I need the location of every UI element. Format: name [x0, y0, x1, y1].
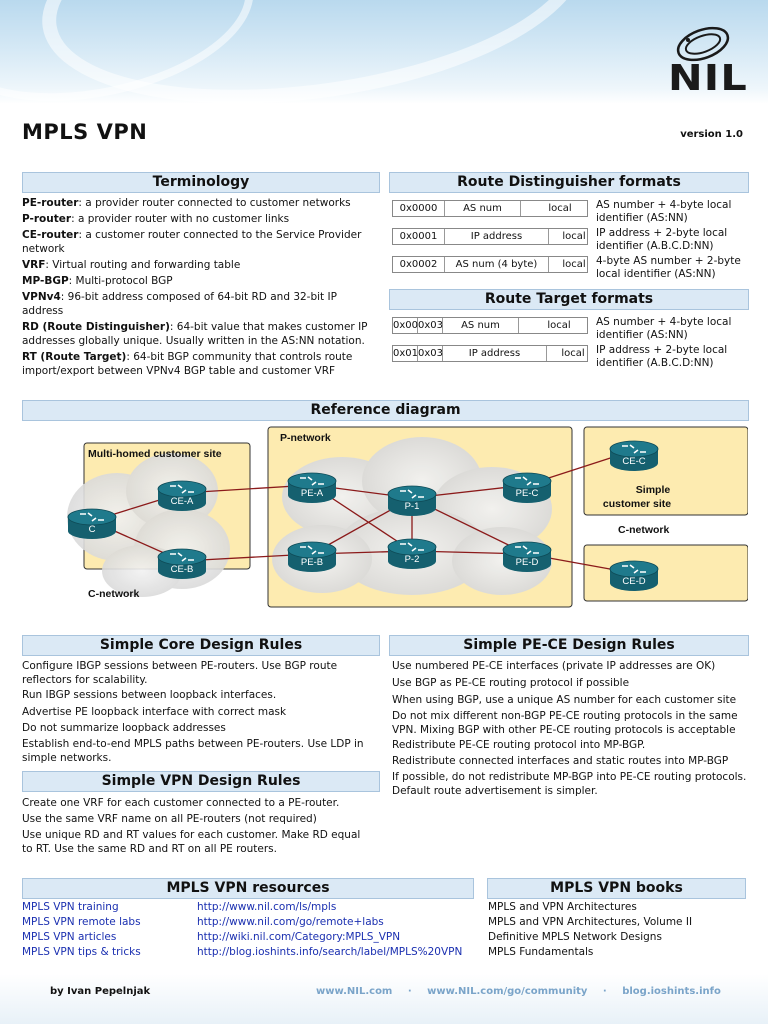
footer: [0, 974, 768, 1024]
rd-cell: local: [562, 231, 586, 242]
rule-item: Do not summarize loopback addresses: [22, 722, 226, 734]
router-ce-d: [610, 561, 658, 591]
term-item: [22, 229, 374, 256]
simple-site-label-1: Simple: [635, 484, 671, 496]
resource-label[interactable]: MPLS VPN tips & tricks: [22, 946, 141, 958]
term-item: [22, 291, 374, 318]
term-name: RD (Route Distinguisher): [22, 321, 170, 333]
footer-sep: ·: [407, 986, 412, 997]
rule-item: Configure IBGP sessions between PE-routers. Use BGP route reflectors for scalability.: [22, 660, 338, 686]
header-banner: [0, 0, 768, 104]
rule-item: Do not mix different non-BGP PE-CE routing protocols in the same VPN. Mixing BGP with other PE-CE routing protocols is acceptable: [392, 710, 738, 736]
rt-format-box: [392, 345, 588, 362]
rule-item: If possible, do not redistribute MP-BGP into PE-CE routing protocols. Default route advertisement is simpler.: [392, 771, 747, 797]
nil-logo: [648, 14, 748, 99]
router-pe-c: [503, 473, 551, 503]
rule-item: Run IBGP sessions between loopback interfaces.: [22, 689, 277, 701]
rt-cell: 0x03: [418, 348, 444, 359]
term-def: : Multi-protocol BGP: [68, 275, 173, 287]
resource-label[interactable]: MPLS VPN articles: [22, 931, 117, 943]
author-credit: by Ivan Pepelnjak: [50, 986, 151, 997]
router-pe-d: [503, 542, 551, 572]
resource-url[interactable]: http://blog.ioshints.info/search/label/MPLS%20VPN: [197, 946, 463, 958]
rd-cell: local: [548, 203, 572, 214]
terminology-heading: Terminology: [22, 172, 380, 193]
rd-cell: IP address: [445, 229, 549, 244]
router-label: CE-C: [622, 456, 646, 467]
term-item: [22, 213, 374, 227]
rd-cell: AS num: [445, 201, 521, 216]
book-item: Definitive MPLS Network Designs: [488, 931, 662, 943]
rd-format-box: [392, 200, 588, 217]
term-def: : a provider router with no customer links: [71, 213, 290, 225]
book-item: MPLS Fundamentals: [488, 946, 594, 958]
rd-format-box: [392, 256, 588, 273]
term-item: [22, 275, 374, 289]
rd-cell: 0x0002: [393, 257, 445, 272]
router-p2: [388, 539, 436, 569]
books-heading: MPLS VPN books: [487, 878, 746, 899]
resource-url[interactable]: http://www.nil.com/go/remote+labs: [197, 916, 384, 928]
resource-label[interactable]: MPLS VPN training: [22, 901, 119, 913]
router-c: [68, 509, 116, 539]
term-item: [22, 259, 374, 273]
rt-cell: IP address: [443, 346, 547, 361]
rd-cell: local: [562, 259, 586, 270]
term-name: VPNv4: [22, 291, 61, 303]
book-item: MPLS and VPN Architectures, Volume II: [488, 916, 693, 928]
router-p1: [388, 486, 436, 516]
router-label: CE-B: [170, 564, 194, 575]
rd-cell: AS num (4 byte): [445, 257, 549, 272]
footer-sep: ·: [602, 986, 607, 997]
term-name: MP-BGP: [22, 275, 69, 287]
router-label: PE-C: [515, 488, 539, 499]
router-label: C: [88, 524, 96, 535]
rule-item: Establish end-to-end MPLS paths between PE-routers. Use LDP in simple networks.: [22, 738, 364, 764]
ce-d-site-box: [584, 545, 748, 601]
term-name: VRF: [22, 259, 46, 271]
simple-site-label-2: customer site: [602, 498, 672, 510]
rule-item: Use numbered PE-CE interfaces (private IP addresses are OK): [392, 660, 716, 672]
footer-link-nil[interactable]: www.NIL.com: [316, 986, 393, 997]
router-ce-a: [158, 481, 206, 511]
rt-cell: 0x00: [393, 320, 419, 331]
resource-url[interactable]: http://wiki.nil.com/Category:MPLS_VPN: [197, 931, 401, 943]
resources-heading: MPLS VPN resources: [22, 878, 474, 899]
rd-format-desc: 4-byte AS number + 2-byte local identifier (AS:NN): [596, 255, 741, 280]
pece-rules-heading: Simple PE-CE Design Rules: [389, 635, 749, 656]
rt-format-desc: IP address + 2-byte local identifier (A.B.C.D:NN): [596, 344, 728, 369]
rule-item: Redistribute PE-CE routing protocol into MP-BGP.: [392, 739, 646, 751]
version-label: version 1.0: [680, 129, 743, 140]
router-label: CE-A: [170, 496, 194, 507]
rt-format-box: [392, 317, 588, 334]
logo-text: NIL: [668, 58, 748, 99]
rd-format-box: [392, 228, 588, 245]
term-item: [22, 351, 374, 378]
reference-diagram: [22, 421, 748, 611]
router-label: P-2: [404, 554, 420, 565]
router-ce-c: [610, 441, 658, 471]
rule-item: Create one VRF for each customer connected to a PE-router.: [22, 797, 340, 809]
rule-item: Use the same VRF name on all PE-routers (not required): [22, 813, 317, 825]
router-label: P-1: [404, 501, 420, 512]
term-def: : 64-bit BGP community that controls route import/export between VPNv4 BGP table and customer VRF: [22, 351, 353, 377]
rt-format-desc: AS number + 4-byte local identifier (AS:NN): [596, 316, 732, 341]
router-pe-a: [288, 473, 336, 503]
term-name: RT (Route Target): [22, 351, 127, 363]
term-item: [22, 321, 374, 348]
router-label: PE-B: [300, 557, 324, 568]
rd-format-desc: AS number + 4-byte local identifier (AS:NN): [596, 199, 732, 224]
rt-cell: AS num: [443, 318, 519, 333]
rule-item: When using BGP, use a unique AS number for each customer site: [392, 694, 737, 706]
footer-link-blog[interactable]: blog.ioshints.info: [622, 986, 721, 997]
term-def: : 96-bit address composed of 64-bit RD and 32-bit IP address: [22, 291, 337, 317]
rd-format-desc: IP address + 2-byte local identifier (A.B.C.D:NN): [596, 227, 728, 252]
core-rules-heading: Simple Core Design Rules: [22, 635, 380, 656]
rt-cell: local: [561, 348, 585, 359]
rule-item: Use unique RD and RT values for each customer. Make RD equal to RT. Use the same RD and RT on all PE routers.: [22, 829, 361, 855]
router-ce-b: [158, 549, 206, 579]
diagram-heading: Reference diagram: [22, 400, 749, 421]
book-item: MPLS and VPN Architectures: [488, 901, 637, 913]
footer-links: [316, 986, 721, 997]
term-name: P-router: [22, 213, 72, 225]
router-label: PE-A: [300, 488, 324, 499]
vpn-rules-heading: Simple VPN Design Rules: [22, 771, 380, 792]
router-label: PE-D: [515, 557, 539, 568]
rd-cell: 0x0000: [393, 201, 445, 216]
term-def: : a customer router connected to the Service Provider network: [22, 229, 362, 255]
resource-label[interactable]: MPLS VPN remote labs: [22, 916, 141, 928]
term-def: : a provider router connected to customer networks: [78, 197, 351, 209]
multihomed-label: Multi-homed customer site: [88, 448, 222, 460]
rule-item: Use BGP as PE-CE routing protocol if possible: [392, 677, 630, 689]
page-title: MPLS VPN: [22, 120, 148, 144]
rule-item: Redistribute connected interfaces and static routes into MP-BGP: [392, 755, 729, 767]
rt-formats-heading: Route Target formats: [389, 289, 749, 310]
rt-cell: 0x01: [393, 348, 419, 359]
term-name: CE-router: [22, 229, 79, 241]
c-network-left-label: C-network: [88, 588, 140, 600]
term-def: : Virtual routing and forwarding table: [45, 259, 241, 271]
rule-item: Advertise PE loopback interface with correct mask: [22, 706, 287, 718]
p-network-label: P-network: [280, 432, 331, 444]
rt-cell: local: [547, 320, 571, 331]
rt-cell: 0x03: [418, 320, 444, 331]
router-label: CE-D: [622, 576, 646, 587]
term-name: PE-router: [22, 197, 79, 209]
resource-url[interactable]: http://www.nil.com/ls/mpls: [197, 901, 337, 913]
footer-link-community[interactable]: www.NIL.com/go/community: [427, 986, 588, 997]
rd-cell: 0x0001: [393, 229, 445, 244]
term-def: : 64-bit value that makes customer IP addresses globally unique. Usually written in the AS:NN notation.: [22, 321, 368, 347]
rd-formats-heading: Route Distinguisher formats: [389, 172, 749, 193]
router-pe-b: [288, 542, 336, 572]
term-item: [22, 197, 374, 211]
c-network-right-label: C-network: [618, 524, 670, 536]
